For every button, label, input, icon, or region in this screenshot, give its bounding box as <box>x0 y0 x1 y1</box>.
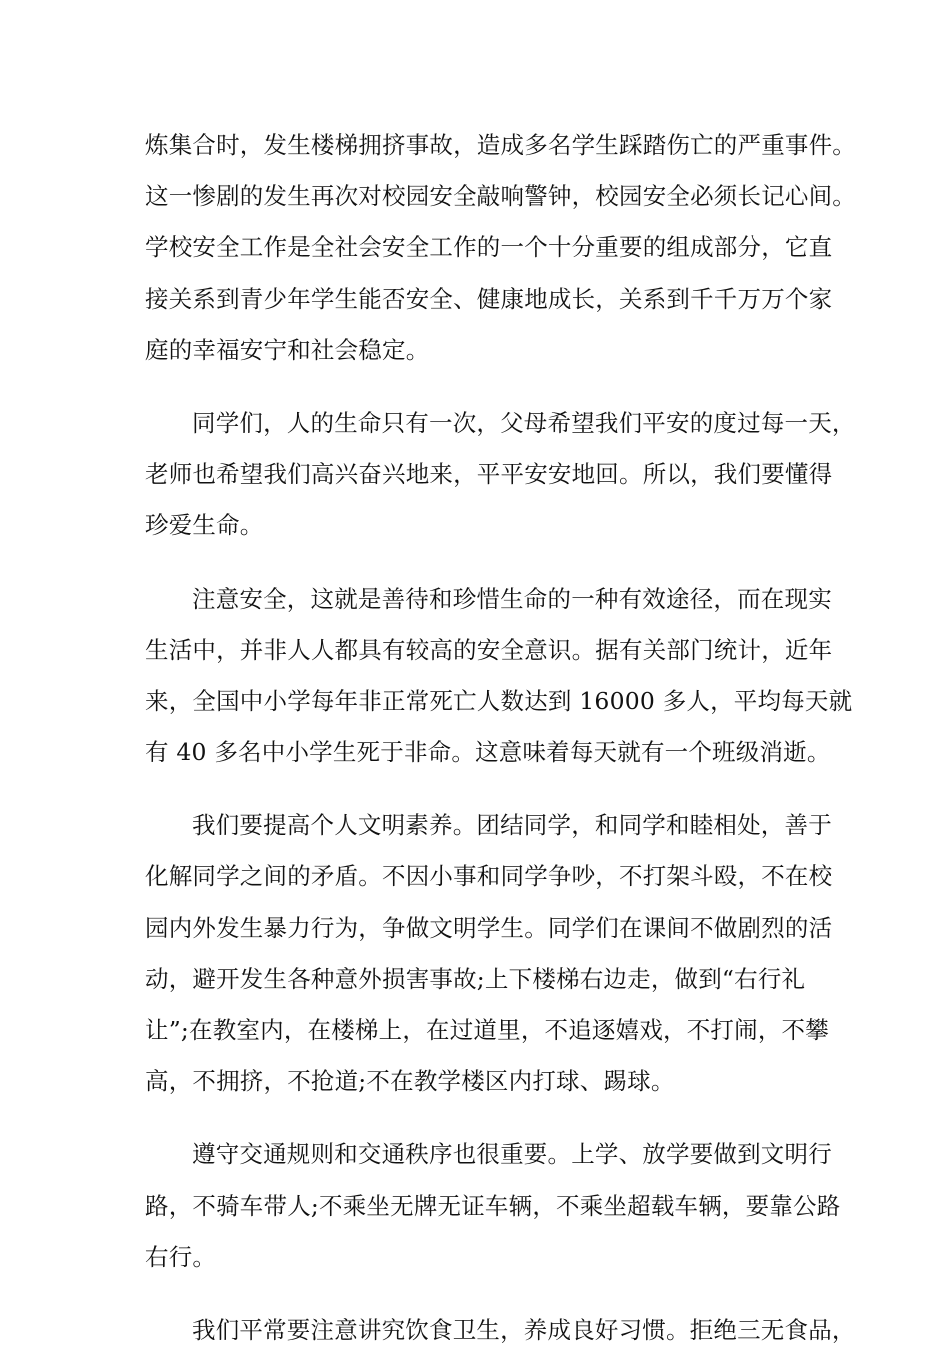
paragraph-line: 珍爱生命。 <box>145 511 264 540</box>
paragraph-5 <box>145 1129 841 1283</box>
document-body <box>145 120 856 1356</box>
paragraph-1 <box>145 120 856 376</box>
paragraph-line: 接关系到青少年学生能否安全、健康地成长，关系到千千万万个家 <box>145 284 833 313</box>
paragraph-line: 我们平常要注意讲究饮食卫生，养成良好习惯。拒绝三无食品， <box>192 1315 856 1344</box>
paragraph-line: 遵守交通规则和交通秩序也很重要。上学、放学要做到文明行 <box>192 1140 832 1169</box>
paragraph-3 <box>145 574 853 779</box>
paragraph-line: 来，全国中小学每年非正常死亡人数达到 16000 多人，平均每天就 <box>145 686 853 715</box>
paragraph-line: 有 40 多名中小学生死于非命。这意味着每天就有一个班级消逝。 <box>145 738 831 767</box>
paragraph-line: 这一惨剧的发生再次对校园安全敲响警钟，校园安全必须长记心间。 <box>145 182 856 211</box>
paragraph-line: 路，不骑车带人;不乘坐无牌无证车辆，不乘坐超载车辆，要靠公路 <box>145 1191 841 1220</box>
paragraph-line: 同学们，人的生命只有一次，父母希望我们平安的度过每一天， <box>192 408 856 437</box>
paragraph-gap <box>145 376 820 398</box>
paragraph-line: 高，不拥挤，不抢道;不在教学楼区内打球、踢球。 <box>145 1067 675 1096</box>
paragraph-line: 我们要提高个人文明素养。团结同学，和同学和睦相处，善于 <box>192 811 832 840</box>
paragraph-gap <box>145 1283 820 1305</box>
paragraph-line: 右行。 <box>145 1242 217 1271</box>
paragraph-line: 生活中，并非人人都具有较高的安全意识。据有关部门统计，近年 <box>145 635 833 664</box>
paragraph-line: 让”;在教室内，在楼梯上，在过道里，不追逐嬉戏，不打闹，不攀 <box>145 1016 829 1044</box>
paragraph-line: 化解同学之间的矛盾。不因小事和同学争吵，不打架斗殴，不在校 <box>145 862 833 891</box>
paragraph-line: 炼集合时，发生楼梯拥挤事故，造成多名学生踩踏伤亡的严重事件。 <box>145 131 856 159</box>
paragraph-line: 学校安全工作是全社会安全工作的一个十分重要的组成部分，它直 <box>145 233 833 262</box>
paragraph-line: 注意安全，这就是善待和珍惜生命的一种有效途径，而在现实 <box>192 584 832 613</box>
paragraph-line: 园内外发生暴力行为，争做文明学生。同学们在课间不做剧烈的活 <box>145 913 833 942</box>
paragraph-line: 庭的幸福安宁和社会稳定。 <box>145 335 430 364</box>
paragraph-2 <box>145 398 856 552</box>
paragraph-gap <box>145 778 820 800</box>
paragraph-line: 老师也希望我们高兴奋兴地来，平平安安地回。所以，我们要懂得 <box>145 460 833 489</box>
paragraph-4 <box>145 800 833 1107</box>
paragraph-gap <box>145 552 820 574</box>
paragraph-gap <box>145 1107 820 1129</box>
paragraph-6 <box>145 1305 856 1356</box>
paragraph-line: 动，避开发生各种意外损害事故;上下楼梯右边走，做到“右行礼 <box>145 964 806 993</box>
